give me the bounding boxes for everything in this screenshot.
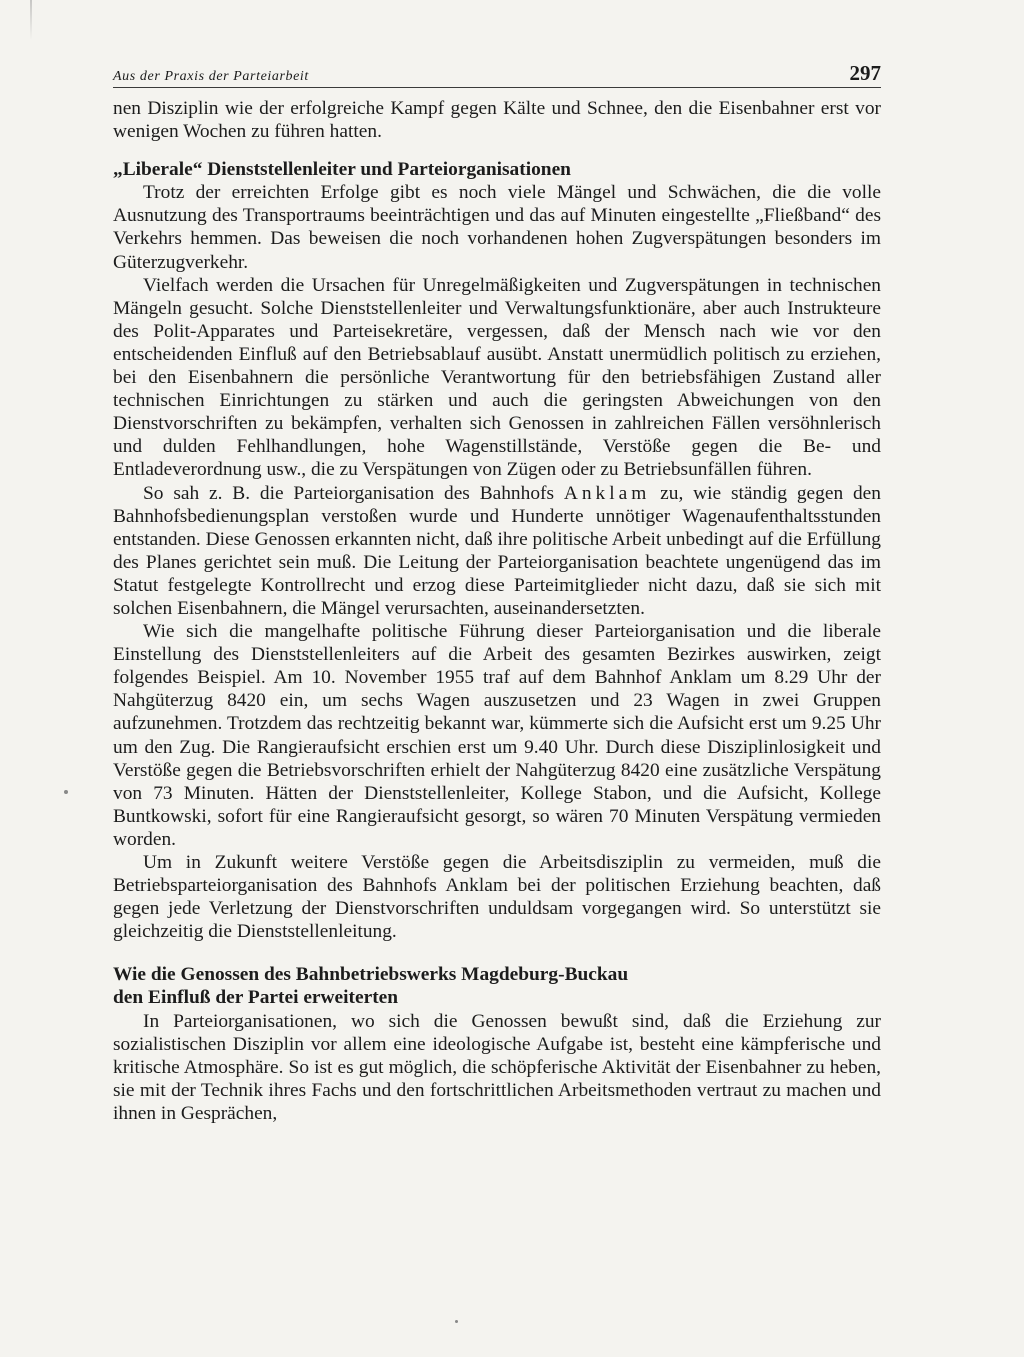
heading-line: den Einfluß der Partei erweiterten: [113, 987, 399, 1009]
paragraph-anklam: [113, 482, 881, 621]
place-name-spaced: Anklam: [563, 482, 651, 504]
section-heading-liberal: „Liberale“ Dienststellenleiter und Parteiorganisationen: [113, 159, 571, 181]
document-page: [113, 58, 881, 1125]
page-number: 297: [849, 61, 881, 85]
paragraph: Vielfach werden die Ursachen für Unregelmäßigkeiten und Zugverspätungen in technischen Mängeln gesucht. Solche Dienststellenleiter und Verwaltungsfunktionäre, aber auch Instrukteure des Polit-Apparates und Parteisekretäre, vergessen, daß der Mensch nach wie vor den entscheidenden Einfluß auf den Betriebsablauf ausübt. Anstatt unermüdlich politisch zu erziehen, bei den Eisenbahnern die persönliche Verantwortung für den betriebsfähigen Zustand aller technischen Einrichtungen zu stärken und auch die geringsten Abweichungen von den Dienstvorschriften zu bekämpfen, verhalten sich Genossen in zahlreichen Fällen versöhnlerisch und dulden Fehlhandlungen, hohe Wagenstillstände, Verstöße gegen die Be- und Entladeverordnung usw., die zu Verspätungen von Zügen oder zu Betriebsunfällen führen.: [113, 274, 881, 481]
scan-edge-mark: [30, 0, 32, 40]
running-header: [113, 58, 881, 88]
paragraph: Um in Zukunft weitere Verstöße gegen die Arbeitsdisziplin zu vermeiden, muß die Betriebsparteiorganisation des Bahnhofs Anklam bei der politischen Erziehung beachten, daß gegen jede Verletzung der Dienstvorschriften unduldsam vorgegangen wird. So unterstützt sie gleichzeitig die Dienststellenleitung.: [113, 852, 881, 943]
scan-speck: [455, 1320, 458, 1323]
paragraph: In Parteiorganisationen, wo sich die Genossen bewußt sind, daß die Erziehung zur sozialistischen Disziplin vor allem eine ideologische Aufgabe ist, besteht eine kämpferische und kritische Atmosphäre. So ist es gut möglich, die schöpferische Aktivität der Eisenbahner zu heben, sie mit der Technik ihres Fachs und den fortschrittlichen Arbeitsmethoden vertraut zu machen und ihnen in Gesprächen,: [113, 1010, 881, 1124]
paragraph-text: So sah z. B. die Parteiorganisation des Bahnhofs: [143, 482, 564, 504]
body-text: [113, 97, 881, 1125]
running-title: Aus der Praxis der Parteiarbeit: [113, 69, 309, 84]
paragraph: Wie sich die mangelhafte politische Führung dieser Parteiorganisation und die liberale Einstellung des Dienststellenleiters auf die Arbeit des gesamten Bezirkes auswirken, zeigt folgendes Beispiel. Am 10. November 1955 traf auf dem Bahnhof Anklam um 8.29 Uhr der Nahgüterzug 8420 ein, um sechs Wagen auszusetzen und 23 Wagen in zwei Gruppen aufzunehmen. Trotzdem das rechtzeitig bekannt war, kümmerte sich die Aufsicht erst um 9.25 Uhr um den Zug. Die Rangieraufsicht erschien erst um 9.40 Uhr. Durch diese Disziplinlosigkeit und Verstöße gegen die Betriebsvorschriften erhielt der Nahgüterzug 8420 eine zusätzliche Verspätung von 73 Minuten. Hätten der Dienststellenleiter, Kollege Stabon, und die Aufsicht, Kollege Buntkowski, sofort für eine Rangieraufsicht gesorgt, so wären 70 Minuten Verspätung vermieden worden.: [113, 621, 881, 850]
section-heading-magdeburg: [113, 963, 881, 1009]
scan-speck: [64, 790, 68, 794]
heading-line: Wie die Genossen des Bahnbetriebswerks Magdeburg-Buckau: [113, 964, 629, 986]
paragraph: Trotz der erreichten Erfolge gibt es noch viele Mängel und Schwächen, die die volle Ausnutzung des Transportraums beeinträchtigen und das auf Minuten eingestellte „Fließband“ des Verkehrs hemmen. Das beweisen die noch vorhandenen hohen Zugverspätungen besonders im Güterzugverkehr.: [113, 182, 881, 273]
paragraph-text: zu, wie ständig gegen den Bahnhofsbedienungsplan verstoßen wurde und Hunderte unnötiger Wagenaufenthaltsstunden entstanden. Diese Genossen erkannten nicht, daß ihre politische Arbeit unbedingt auf die Erfüllung des Planes gerichtet sein muß. Die Leitung der Parteiorganisation beachtete ungenügend das im Statut festgelegte Kontrollrecht und erzog diese Parteimitglieder nicht dazu, daß sie sich mit solchen Eisenbahnern, die Mängel verursachten, auseinandersetzten.: [113, 482, 881, 619]
paragraph-continued: nen Disziplin wie der erfolgreiche Kampf gegen Kälte und Schnee, den die Eisenbahner erst vor wenigen Wochen zu führen hatten.: [113, 98, 881, 143]
